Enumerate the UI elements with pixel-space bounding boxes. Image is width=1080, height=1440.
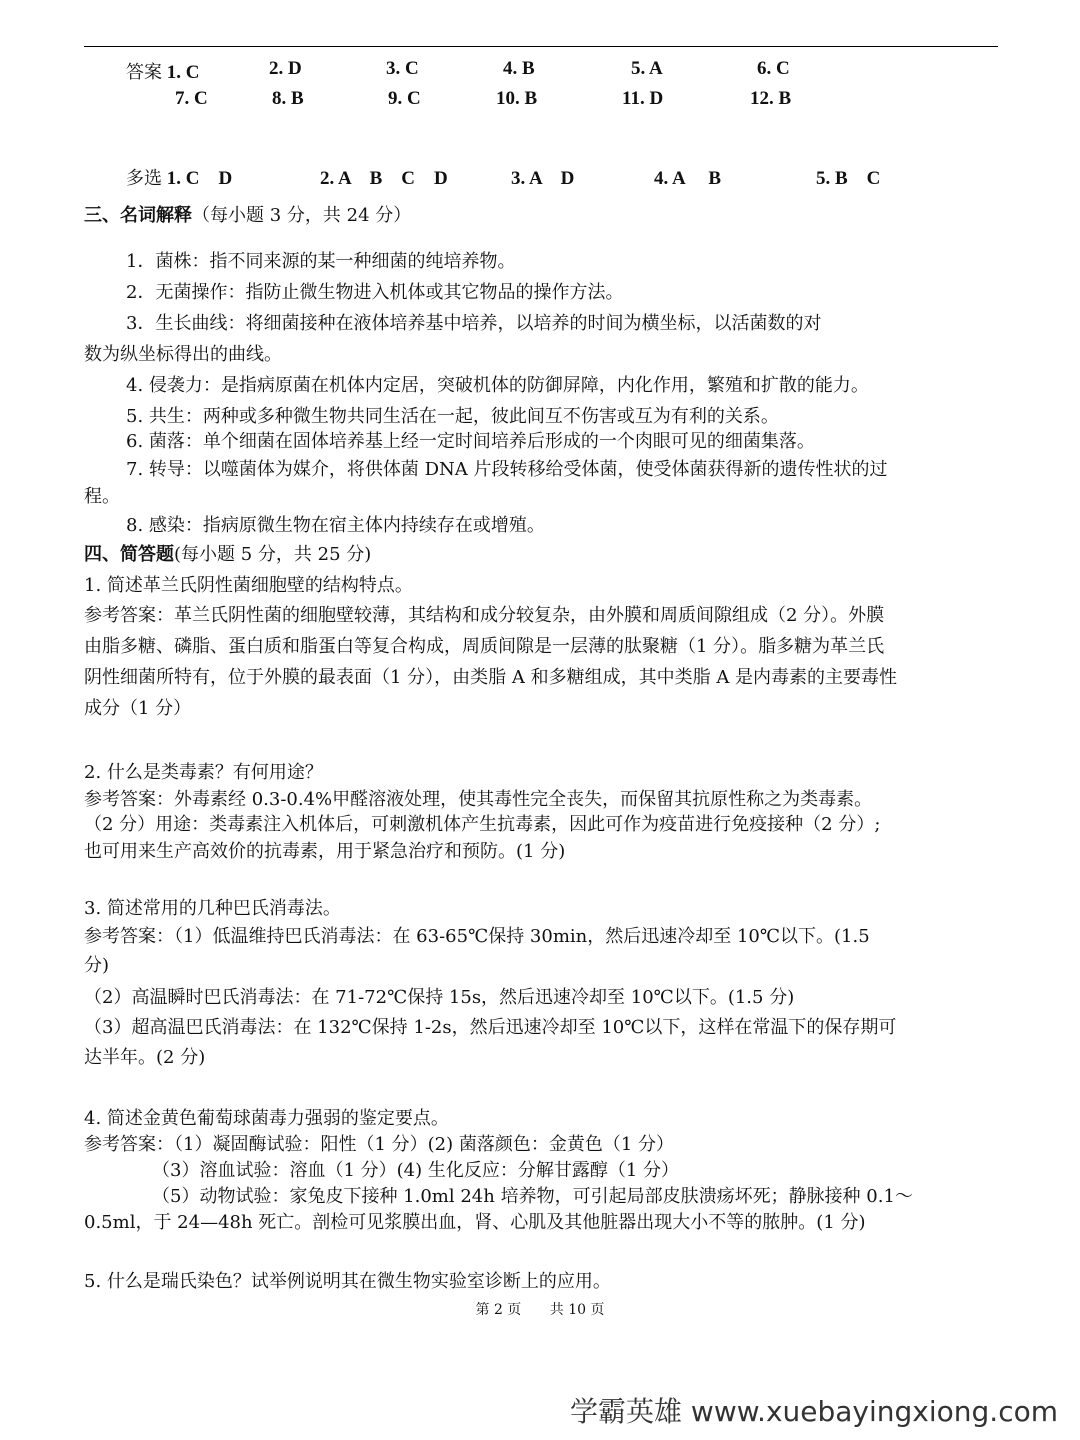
multi-item: 3. A D (511, 168, 575, 189)
answer-text: （3）超高温巴氏消毒法：在 132℃保持 1-2s，然后迅速冷却至 10℃以下，这样在常温下的保存期可 (84, 1017, 897, 1038)
page-footer (0, 1299, 1080, 1319)
multi-row (126, 163, 232, 190)
answer-text: 参考答案：（1）凝固酶试验：阳性（1 分）(2) 菌落颜色：金黄色（1 分） (84, 1134, 675, 1155)
section-3-heading (84, 205, 411, 227)
answer-item: 2. D (269, 58, 302, 79)
answer-text: 成分（1 分） (84, 698, 192, 719)
answer-text: 0.5ml，于 24—48h 死亡。剖检可见浆膜出血，肾、心肌及其他脏器出现大小不等的脓肿。(1 分) (84, 1212, 866, 1233)
answer-text: 分) (84, 955, 110, 976)
answer-item: 12. B (750, 88, 792, 109)
question-title: 5. 什么是瑞氏染色？试举例说明其在微生物实验室诊断上的应用。 (84, 1271, 611, 1292)
multi-label: 多选 (126, 168, 162, 189)
answer-item: 3. C (386, 58, 419, 79)
answer-text: 阴性细菌所特有，位于外膜的最表面（1 分），由类脂 A 和多糖组成，其中类脂 A 是内毒素的主要毒性 (84, 667, 898, 688)
answer-item: 1. C (166, 62, 200, 83)
top-rule (84, 46, 998, 47)
definition-item: 3．生长曲线：将细菌接种在液体培养基中培养，以培养的时间为横坐标，以活菌数的对 (126, 313, 822, 334)
answer-item: 10. B (496, 88, 538, 109)
answer-text: （2 分）用途：类毒素注入机体后，可刺激机体产生抗毒素，因此可作为疫苗进行免疫接种（2 分）; (84, 814, 881, 835)
section-4-title: 四、简答题 (84, 544, 174, 565)
definition-item: 4. 侵袭力：是指病原菌在机体内定居，突破机体的防御屏障，内化作用，繁殖和扩散的能力。 (126, 375, 869, 396)
answer-text: （5）动物试验：家兔皮下接种 1.0ml 24h 培养物，可引起局部皮肤溃疡坏死；静脉接种 0.1～ (152, 1186, 913, 1207)
page-total: 共 10 页 (549, 1302, 605, 1318)
multi-item: 1. C D (166, 168, 233, 189)
answer-text: 也可用来生产高效价的抗毒素，用于紧急治疗和预防。(1 分) (84, 841, 566, 862)
question-title: 4. 简述金黄色葡萄球菌毒力强弱的鉴定要点。 (84, 1108, 449, 1129)
answer-text: 参考答案：外毒素经 0.3-0.4%甲醛溶液处理，使其毒性完全丧失，而保留其抗原性称之为类毒素。 (84, 789, 873, 810)
definition-item: 6. 菌落：单个细菌在固体培养基上经一定时间培养后形成的一个肉眼可见的细菌集落。 (126, 431, 815, 452)
page-number: 第 2 页 (475, 1302, 522, 1318)
answer-item: 11. D (622, 88, 664, 109)
definition-item: 数为纵坐标得出的曲线。 (84, 344, 282, 365)
answer-item: 8. B (272, 88, 304, 109)
multi-item: 5. B C (816, 168, 881, 189)
multi-item: 4. A B (654, 168, 722, 189)
section-4-heading (84, 544, 371, 566)
definition-item: 1．菌株：指不同来源的某一种细菌的纯培养物。 (126, 251, 516, 272)
answers-row-1 (126, 58, 199, 84)
question-title: 1. 简述革兰氏阴性菌细胞壁的结构特点。 (84, 575, 413, 596)
answer-item: 4. B (503, 58, 535, 79)
answer-text: （2）高温瞬时巴氏消毒法：在 71-72℃保持 15s，然后迅速冷却至 10℃以下。(1.5 分) (84, 987, 795, 1008)
answer-item: 5. A (631, 58, 663, 79)
definition-item: 5. 共生：两种或多种微生物共同生活在一起，彼此间互不伤害或互为有利的关系。 (126, 406, 779, 427)
watermark: 学霸英雄 www.xuebayingxiong.com (570, 1395, 1058, 1428)
answer-item: 7. C (175, 88, 208, 109)
definition-item: 2．无菌操作：指防止微生物进入机体或其它物品的操作方法。 (126, 282, 624, 303)
answer-text: 达半年。(2 分) (84, 1047, 206, 1068)
answer-text: （3）溶血试验：溶血（1 分）(4) 生化反应：分解甘露醇（1 分） (152, 1160, 680, 1181)
answers-label: 答案 (126, 62, 162, 83)
definition-item: 程。 (84, 486, 120, 507)
definition-item: 7. 转导：以噬菌体为媒介，将供体菌 DNA 片段转移给受体菌，使受体菌获得新的遗传性状的过 (126, 459, 888, 480)
answer-text: 由脂多糖、磷脂、蛋白质和脂蛋白等复合构成，周质间隙是一层薄的肽聚糖（1 分）。脂多糖为革兰氏 (84, 636, 885, 657)
section-4-subtitle: (每小题 5 分，共 25 分) (174, 544, 372, 565)
definition-item: 8. 感染：指病原微生物在宿主体内持续存在或增殖。 (126, 515, 545, 536)
answer-item: 9. C (388, 88, 421, 109)
question-title: 3. 简述常用的几种巴氏消毒法。 (84, 898, 341, 919)
section-3-subtitle: （每小题 3 分，共 24 分） (192, 205, 412, 226)
question-title: 2. 什么是类毒素？有何用途？ (84, 762, 323, 783)
section-3-title: 三、名词解释 (84, 205, 192, 226)
answer-item: 6. C (757, 58, 790, 79)
multi-item: 2. A B C D (320, 168, 448, 189)
answer-text: 参考答案：革兰氏阴性菌的细胞壁较薄，其结构和成分较复杂，由外膜和周质间隙组成（2 分）。外膜 (84, 605, 885, 626)
answer-text: 参考答案：（1）低温维持巴氏消毒法：在 63-65℃保持 30min，然后迅速冷却至 10℃以下。(1.5 (84, 926, 870, 947)
